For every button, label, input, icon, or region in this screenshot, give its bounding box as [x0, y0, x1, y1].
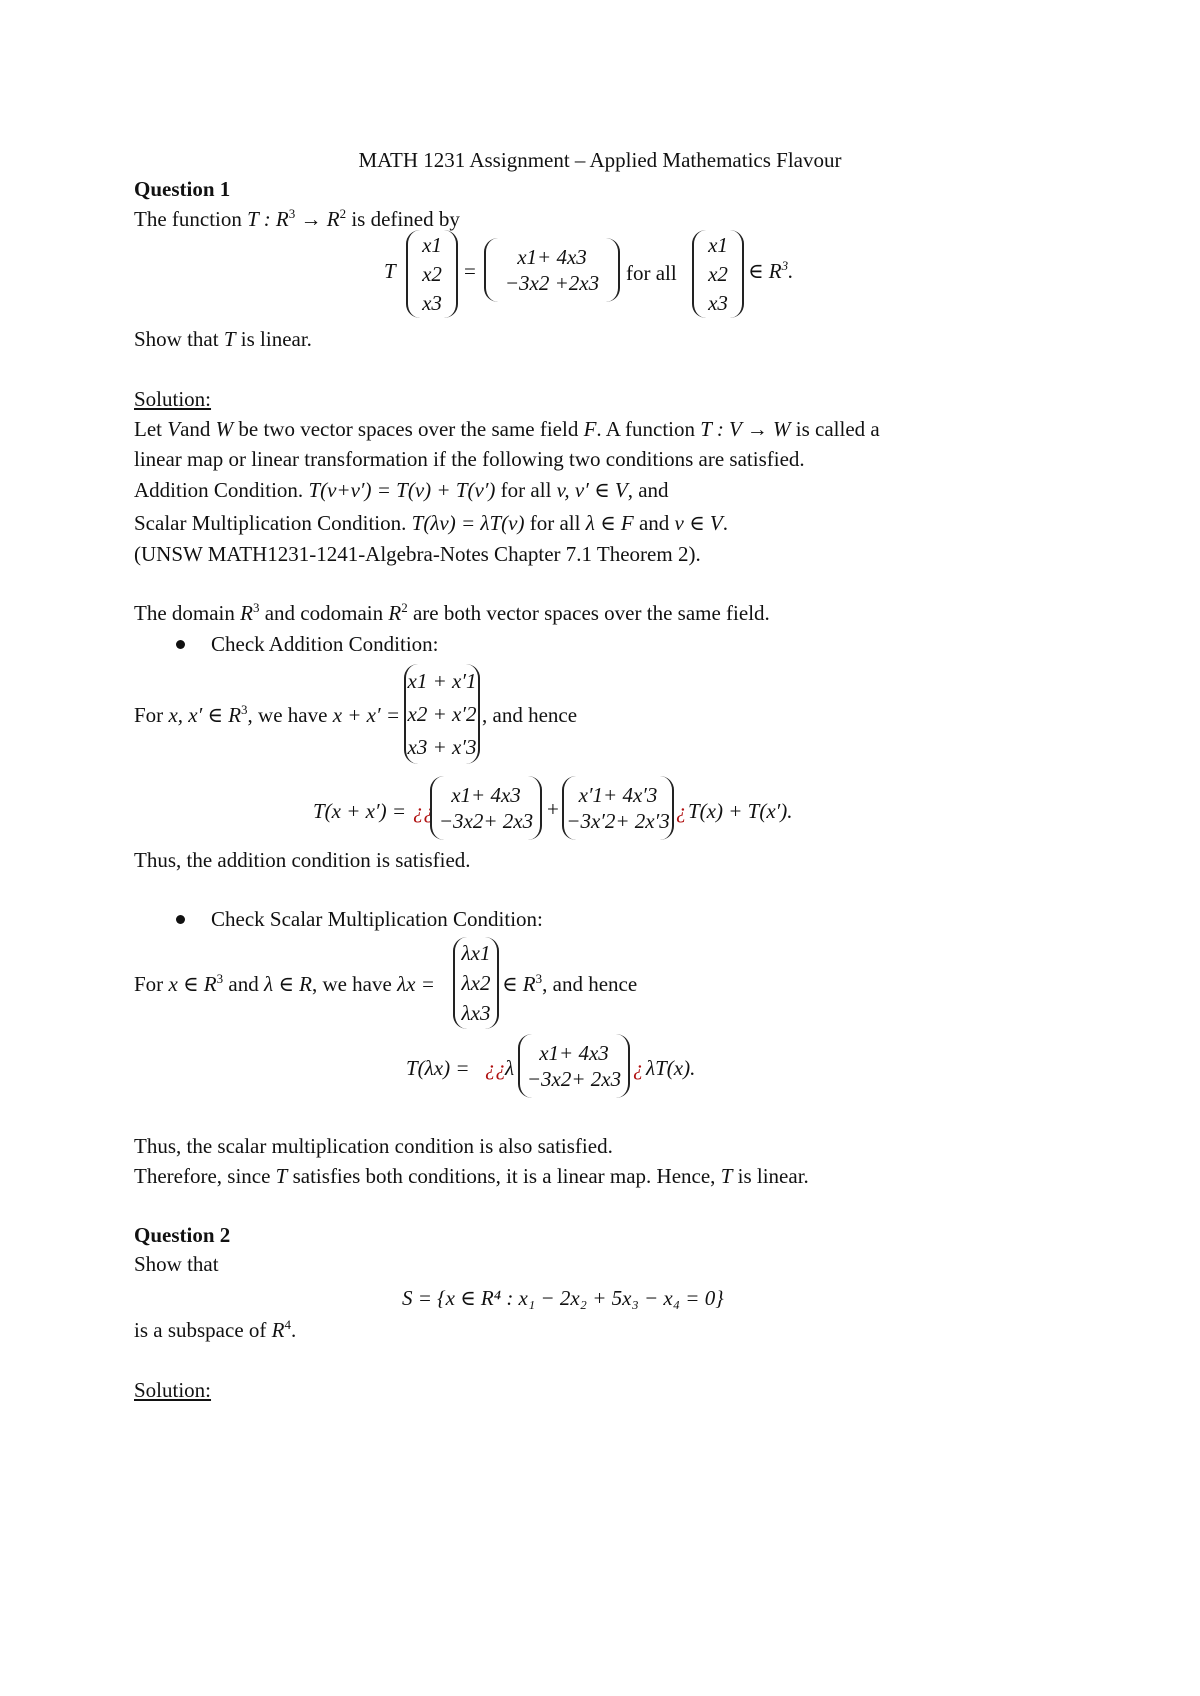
- and-hence: , and hence: [482, 703, 578, 727]
- vector-entry: x1 + x′1: [407, 669, 477, 693]
- def-T-symbol: T: [384, 259, 396, 283]
- vector-entry: λx2: [461, 971, 491, 995]
- vector-entry: −3x2+ 2x3: [526, 1067, 622, 1091]
- vector-entry: −3x2+ 2x3: [438, 809, 534, 833]
- vector-entry: −3x2 +2x3: [504, 271, 600, 295]
- def-image-vector: [484, 238, 620, 302]
- vector-entry: x1: [708, 233, 728, 257]
- garbled-marker: ¿¿: [413, 799, 434, 823]
- T-scal-lhs: T(λx) =: [406, 1056, 470, 1080]
- vector-entry: x′1+ 4x′3: [578, 783, 658, 807]
- question-1-heading: Question 1: [134, 177, 231, 201]
- garbled-marker: ¿: [676, 799, 687, 823]
- T-sum-lhs: T(x + x′) =: [313, 799, 406, 823]
- vector-entry: −3x′2+ 2x′3: [566, 809, 670, 833]
- reference: (UNSW MATH1231-1241-Algebra-Notes Chapter 7.1 Theorem 2).: [134, 542, 701, 566]
- check-scalar-bullet: Check Scalar Multiplication Condition:: [134, 906, 543, 932]
- addition-satisfied: Thus, the addition condition is satisfied.: [134, 848, 471, 872]
- conclusion: Therefore, since T satisfies both conditions, it is a linear map. Hence, T is linear.: [134, 1164, 809, 1188]
- vector-entry: x1: [422, 233, 442, 257]
- sum-vector: [404, 664, 480, 764]
- solution-label: Solution:: [134, 387, 212, 411]
- image-vector-x: [430, 776, 542, 840]
- vector-entry: x1+ 4x3: [517, 245, 587, 269]
- lambda-vector: [453, 937, 499, 1029]
- for-x-lambda: For x ∈ $R^3$ and λ ∈ R, we have λx =: [134, 971, 435, 996]
- vector-entry: x3: [422, 291, 442, 315]
- for-all-text: for all: [626, 261, 677, 285]
- vector-entry: x2 + x′2: [407, 702, 477, 726]
- q2-show-that: Show that: [134, 1252, 219, 1276]
- document-title: MATH 1231 Assignment – Applied Mathematics Flavour: [358, 148, 842, 172]
- vector-entry: λx3: [461, 1001, 491, 1025]
- lambda-symbol: λ: [505, 1056, 515, 1080]
- linear-map-definition-2: linear map or linear transformation if the following two conditions are satisfied.: [134, 447, 805, 471]
- image-vector-lambda: [518, 1034, 630, 1098]
- garbled-marker: ¿: [633, 1056, 644, 1080]
- domain-statement: The domain $R^3$ and codomain $R^2$ are both vector spaces over the same field.: [134, 600, 770, 625]
- T-scal-rhs: λT(x).: [646, 1056, 696, 1080]
- vector-entry: x1+ 4x3: [451, 783, 521, 807]
- in-R3-hence: ∈ $R^3$, and hence: [502, 971, 638, 996]
- domain-vector: [692, 230, 744, 318]
- q2-solution-label: Solution:: [134, 1378, 212, 1402]
- in-R3: ∈ $R^3$.: [748, 258, 794, 283]
- bullet-icon: [176, 640, 185, 649]
- for-x-xprime: For x, x′ ∈ $R^3$, we have x + x′ =: [134, 702, 401, 727]
- vector-entry: x2: [422, 262, 442, 286]
- vector-entry: x3 + x′3: [407, 735, 477, 759]
- question-2-heading: Question 2: [134, 1223, 231, 1247]
- vector-entry: x3: [708, 291, 728, 315]
- equals-sign: =: [464, 259, 476, 283]
- q2-subspace: is a subspace of $R^4$.: [134, 1317, 297, 1342]
- garbled-marker: ¿¿: [485, 1056, 506, 1080]
- scalar-condition: Scalar Multiplication Condition. T(λv) = λT(v) for all λ ∈ F and v ∈ V.: [134, 511, 728, 535]
- T-sum-rhs: T(x) + T(x′).: [688, 799, 793, 823]
- bullet-icon: [176, 915, 185, 924]
- addition-condition: Addition Condition. T(v+v′) = T(v) + T(v′) for all v, v′ ∈ V, and: [134, 478, 669, 502]
- vector-entry: x1+ 4x3: [539, 1041, 609, 1065]
- plus-sign: +: [547, 797, 559, 821]
- image-vector-xprime: [562, 776, 674, 840]
- def-input-vector: [406, 230, 458, 318]
- linear-map-definition: Let Vand W be two vector spaces over the same field F. A function T : V → W is called a: [134, 417, 880, 441]
- vector-entry: λx1: [461, 941, 491, 965]
- check-addition-bullet: Check Addition Condition:: [134, 631, 439, 657]
- show-linear: Show that T is linear.: [134, 327, 312, 351]
- vector-entry: x2: [708, 262, 728, 286]
- scalar-satisfied: Thus, the scalar multiplication condition is also satisfied.: [134, 1134, 613, 1158]
- q1-intro: The function T : $R^3 \to R^2$ is defined by: [134, 206, 460, 231]
- q2-set-definition: S = {x ∈ R⁴ : x₁ − 2x₂ + 5x₃ − x₄ = 0}: [402, 1286, 724, 1310]
